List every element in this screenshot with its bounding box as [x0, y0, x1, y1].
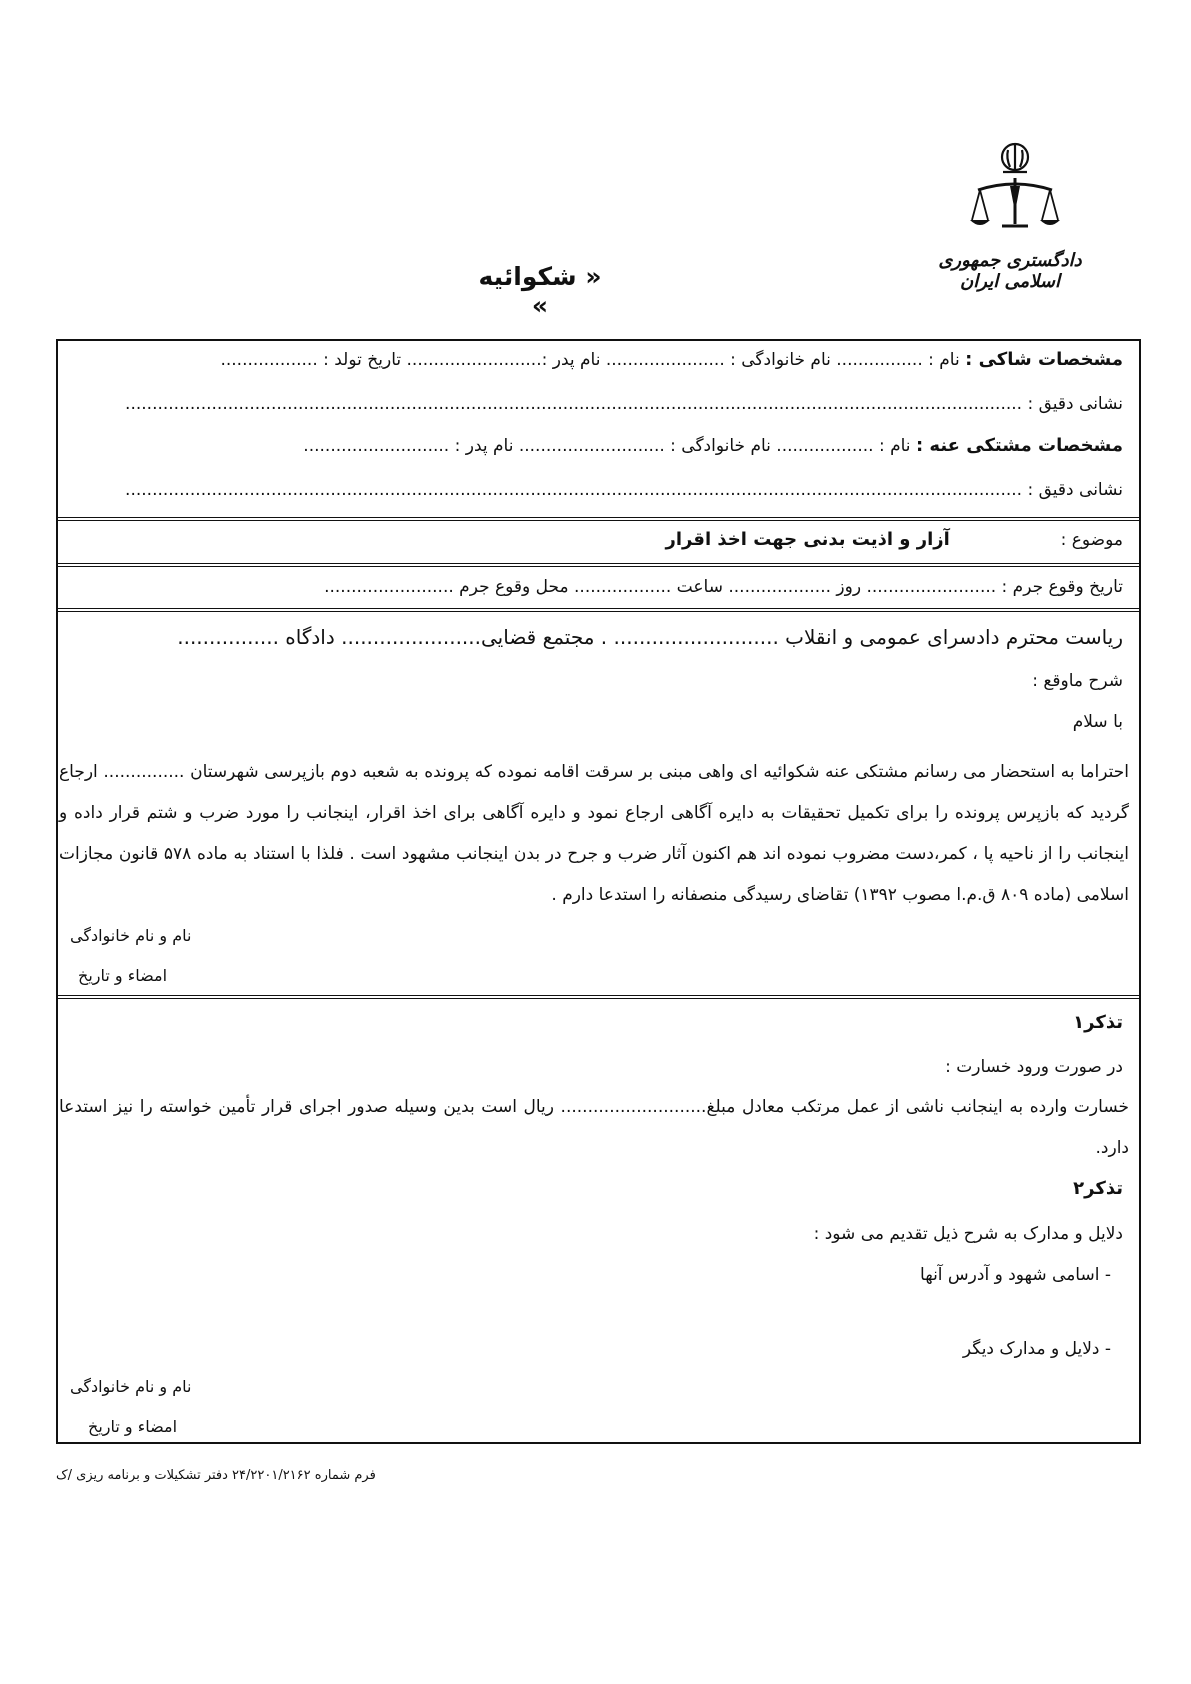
defendant-details: نام : .................. نام خانوادگی : ........................... نام پدر : ........................... — [303, 436, 911, 456]
subject-value: آزار و اذیت بدنی جهت اخذ اقرار — [665, 529, 950, 550]
complainant-details: نام : ................ نام خانوادگی : ...................... نام پدر :......................... تاریخ تولد : .................. — [220, 350, 960, 370]
signature2-date-label: امضاء و تاریخ — [88, 1417, 178, 1436]
greeting: با سلام — [1072, 712, 1123, 732]
signature2-name-label: نام و نام خانوادگی — [70, 1377, 192, 1396]
note1-heading: تذکر۱ — [1073, 1012, 1123, 1033]
note2-intro: دلایل و مدارک به شرح ذیل تقدیم می شود : — [813, 1224, 1123, 1244]
form-number-footer: فرم شماره ۲۴/۲۲۰۱/۲۱۶۲ دفتر تشکیلات و برنامه ریزی /ک — [56, 1468, 376, 1483]
page-title: « شکوائیه » — [478, 262, 602, 320]
defendant-heading: مشخصات مشتکی عنه : — [915, 435, 1123, 456]
note1-intro: در صورت ورود خسارت : — [945, 1057, 1123, 1077]
note2-item-witnesses: - اسامی شهود و آدرس آنها — [920, 1265, 1111, 1285]
section-divider — [56, 517, 1141, 521]
subject-row — [58, 527, 1123, 553]
addressee-line: ریاست محترم دادسرای عمومی و انقلاب .......................... . مجتمع قضایی...................... دادگاه ................ — [177, 625, 1123, 649]
complainant-heading: مشخصات شاکی : — [965, 349, 1123, 370]
note2-heading: تذکر۲ — [1073, 1178, 1123, 1199]
crime-info-row: تاریخ وقوع جرم : ........................ روز ................... ساعت .................. محل وقوع جرم ........................ — [324, 577, 1123, 597]
emblem-caption: دادگستری جمهوری اسلامی ایران — [938, 250, 1082, 292]
signature-date-label: امضاء و تاریخ — [78, 966, 168, 985]
complaint-body: احتراما به استحضار می رسانم مشتکی عنه شکوائیه ای واهی مبنی بر سرقت اقامه نموده که پرونده به شعبه دوم بازپرسی شهرستان ............... ارجاع گردید که بازپرس پرونده را برای تکمیل تحقیقات به دایره آگاهی ارجاع نمود و دایره آگاهی برای اخذ اقرار، اینجانب را مورد ضرب و شتم قرار داده و اینجانب را از ناحیه پا ، کمر،دست مضروب نموده اند هم اکنون آثار ضرب و جرح در بدن اینجانب مشهود است . فلذا با استناد به ماده ۵۷۸ قانون مجازات اسلامی (ماده ۸۰۹ ق.م.ا مصوب ۱۳۹۲) تقاضای رسیدگی منصفانه را استدعا دارم . — [59, 762, 1129, 905]
judiciary-emblem — [915, 140, 1105, 292]
complainant-row — [58, 347, 1123, 373]
complainant-address: نشانی دقیق : ...................................................................................................................................................................... — [125, 394, 1123, 414]
note1-text: خسارت وارده به اینجانب ناشی از عمل مرتکب معادل مبلغ........................... ریال است بدین وسیله صدور اجرای قرار تأمین خواسته را نیز استدعا دارد. — [59, 1097, 1129, 1158]
section-divider — [56, 563, 1141, 567]
defendant-row — [58, 433, 1123, 459]
description-label: شرح ماوقع : — [1032, 671, 1123, 691]
defendant-address: نشانی دقیق : ...................................................................................................................................................................... — [125, 480, 1123, 500]
section-divider — [56, 608, 1141, 612]
subject-label: موضوع : — [1060, 530, 1123, 550]
signature-name-label: نام و نام خانوادگی — [70, 926, 192, 945]
note2-item-evidence: - دلایل و مدارک دیگر — [962, 1339, 1111, 1359]
scales-of-justice-icon — [970, 140, 1060, 240]
section-divider — [56, 995, 1141, 999]
